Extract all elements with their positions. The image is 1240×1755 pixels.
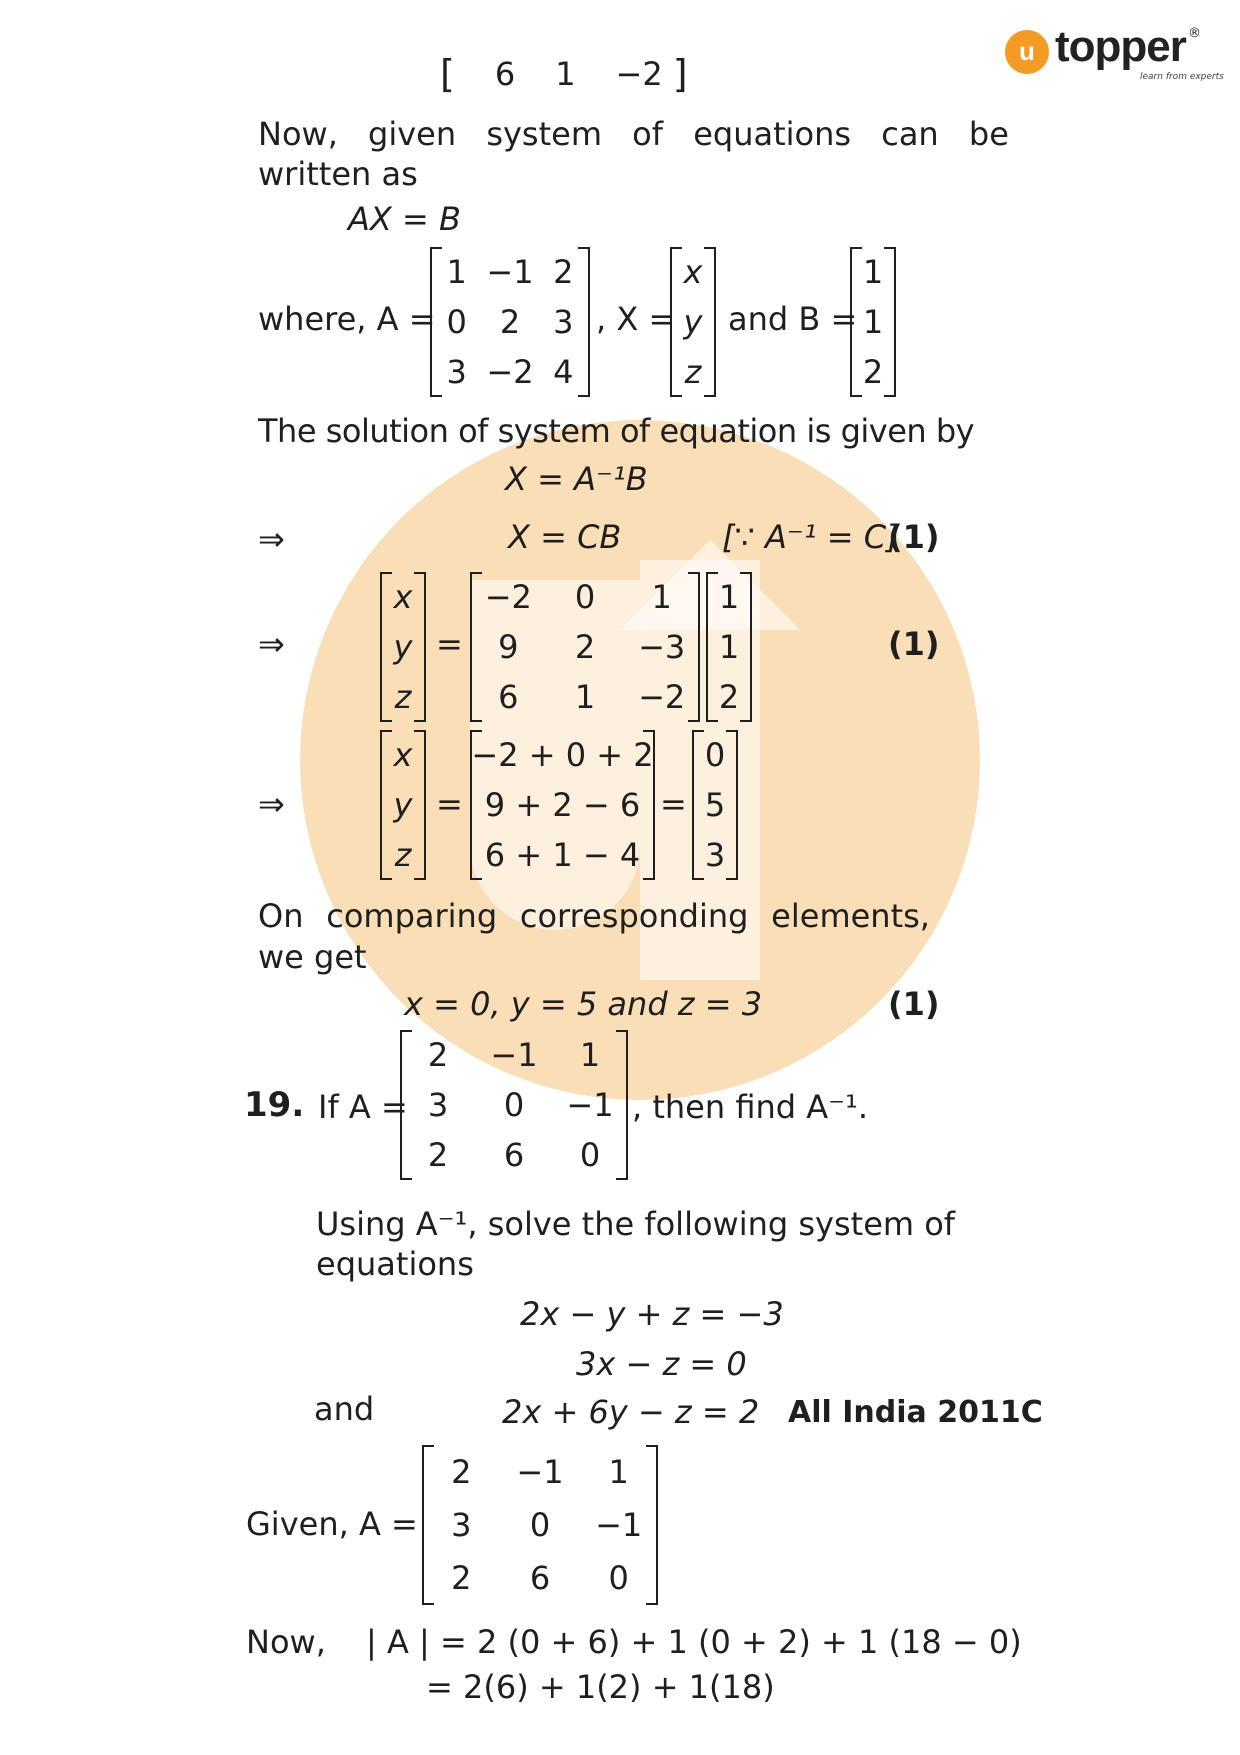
x-label: , X = <box>596 300 676 338</box>
matrix-cell: 1 <box>862 253 884 291</box>
topper-logo-text[interactable]: topper <box>1055 22 1186 71</box>
matrix-cell: 2 <box>427 1136 449 1174</box>
top-row-cell: −2 <box>615 55 663 93</box>
top-row-cell: 1 <box>555 55 576 93</box>
equation-2: 3x − z = 0 <box>576 1345 747 1383</box>
matrix-cell: x <box>393 578 413 616</box>
matrix-cell: 5 <box>704 786 726 824</box>
marks-label: (1) <box>888 985 940 1023</box>
matrix-cell: y <box>393 786 413 824</box>
matrix-cell: 3 <box>427 1086 449 1124</box>
matrix-cell: −1 <box>566 1086 614 1124</box>
implies-symbol: ⇒ <box>258 785 285 823</box>
matrix-cell: 9 + 2 − 6 <box>484 786 641 824</box>
word: On <box>258 897 304 935</box>
matrix-cell: 9 <box>498 628 519 666</box>
matrix-cell: 6 <box>498 678 519 716</box>
matrix-cell: y <box>393 628 413 666</box>
matrix-cell: 2 <box>427 1036 449 1074</box>
matrix-cell: 0 <box>704 736 726 774</box>
implies-symbol: ⇒ <box>258 625 285 663</box>
matrix-cell: 2 <box>718 678 740 716</box>
registered-mark: ® <box>1188 26 1201 41</box>
matrix-cell: −3 <box>638 628 686 666</box>
matrix-cell: −1 <box>490 1036 538 1074</box>
matrix-cell: 1 <box>718 628 740 666</box>
determinant-line-2: = 2(6) + 1(2) + 1(18) <box>426 1668 775 1706</box>
equation-ax-b: AX = B <box>348 200 461 238</box>
matrix-cell: 1 <box>862 303 884 341</box>
matrix-c <box>470 572 700 722</box>
matrix-cell: −2 + 0 + 2 <box>471 736 654 774</box>
given-label: Given, A = <box>246 1505 418 1543</box>
matrix-cell: 2 <box>574 628 596 666</box>
question-text: Using A⁻¹, solve the following system of <box>316 1205 956 1243</box>
matrix-cell: 0 <box>574 578 596 616</box>
comparing-line <box>258 897 930 935</box>
matrix-cell: 2 <box>553 253 574 291</box>
matrix-cell: 6 <box>529 1559 551 1598</box>
marks-label: (1) <box>888 625 940 663</box>
matrix-cell: 2 <box>862 353 884 391</box>
matrix-cell: 1 <box>608 1452 629 1491</box>
topper-logo-icon[interactable]: u <box>1005 30 1049 74</box>
top-row-cell: 6 <box>494 55 516 93</box>
matrix-cell: z <box>684 353 702 391</box>
marks-label: (1) <box>888 518 940 556</box>
paragraph-text: written as <box>258 155 418 193</box>
equals-sign: = <box>660 785 687 823</box>
matrix-cell: 0 <box>446 303 467 341</box>
given-matrix-a <box>422 1445 658 1605</box>
and-b-label: and B = <box>728 300 858 338</box>
matrix-cell: 2 <box>499 303 521 341</box>
matrix-cell: 3 <box>704 836 726 874</box>
and-label: and <box>314 1390 375 1428</box>
matrix-cell: 6 + 1 − 4 <box>484 836 641 874</box>
matrix-cell: 3 <box>446 353 467 391</box>
paragraph-line <box>258 115 1009 153</box>
top-matrix-fragment: [ 6 1 −2 ] <box>440 52 688 96</box>
matrix-cell: −1 <box>516 1452 564 1491</box>
matrix-cell: z <box>394 678 412 716</box>
word: comparing <box>326 897 498 935</box>
matrix-xyz <box>380 730 426 880</box>
where-label: where, A = <box>258 300 436 338</box>
matrix-cell: 6 <box>503 1136 525 1174</box>
matrix-cell: 0 <box>579 1136 601 1174</box>
matrix-cell: 1 <box>574 678 596 716</box>
source-label: All India 2011C <box>788 1395 1043 1430</box>
matrix-cell: −1 <box>595 1505 643 1544</box>
word: elements, <box>771 897 930 935</box>
matrix-cell: 0 <box>608 1559 629 1598</box>
equation-1: 2x − y + z = −3 <box>520 1295 784 1333</box>
matrix-cell: y <box>683 303 703 341</box>
matrix-cell: −2 <box>638 678 686 716</box>
word: corresponding <box>519 897 749 935</box>
matrix-cell: 3 <box>451 1505 472 1544</box>
question-text: equations <box>316 1245 474 1283</box>
matrix-cell: 0 <box>503 1086 525 1124</box>
matrix-result <box>692 730 738 880</box>
paragraph-text: Now, given system of equations can be <box>258 115 1009 153</box>
matrix-cell: x <box>683 253 703 291</box>
equation-x-cb: X = CB <box>508 518 622 556</box>
matrix-cell: 1 <box>718 578 740 616</box>
question-then: , then find A⁻¹. <box>632 1088 869 1126</box>
matrix-cell: −1 <box>486 253 534 291</box>
matrix-x <box>670 247 716 397</box>
logo-tagline: learn from experts <box>1140 72 1224 82</box>
equation-3: 2x + 6y − z = 2 <box>502 1393 760 1431</box>
matrix-sum <box>470 730 655 880</box>
equation-inverse: X = A⁻¹B <box>505 460 648 498</box>
question-if: If A = <box>318 1088 408 1126</box>
matrix-cell: 2 <box>451 1452 472 1491</box>
matrix-cell: x <box>393 736 413 774</box>
matrix-b <box>850 247 896 397</box>
matrix-xyz <box>380 572 426 722</box>
paragraph-text: we get <box>258 938 367 976</box>
matrix-a <box>430 247 590 397</box>
equals-sign: = <box>436 785 463 823</box>
matrix-cell: −2 <box>486 353 534 391</box>
result-values: x = 0, y = 5 and z = 3 <box>404 985 763 1023</box>
since-note: [∵ A⁻¹ = C] <box>722 518 899 556</box>
question-number: 19. <box>244 1085 305 1125</box>
question-matrix-a <box>400 1030 628 1180</box>
matrix-cell: 3 <box>553 303 574 341</box>
matrix-cell: 1 <box>651 578 672 616</box>
equals-sign: = <box>436 625 463 663</box>
matrix-cell: 2 <box>451 1559 472 1598</box>
matrix-cell: 1 <box>579 1036 601 1074</box>
solution-text: The solution of system of equation is given by <box>258 412 975 450</box>
matrix-cell: z <box>394 836 412 874</box>
matrix-cell: 0 <box>529 1505 551 1544</box>
matrix-b-repeat <box>706 572 752 722</box>
matrix-cell: −2 <box>484 578 532 616</box>
matrix-cell: 4 <box>553 353 574 391</box>
determinant-line-1: | A | = 2 (0 + 6) + 1 (0 + 2) + 1 (18 − 0) <box>366 1623 1022 1661</box>
matrix-cell: 1 <box>446 253 467 291</box>
implies-symbol: ⇒ <box>258 520 285 558</box>
now-label: Now, <box>246 1623 326 1661</box>
